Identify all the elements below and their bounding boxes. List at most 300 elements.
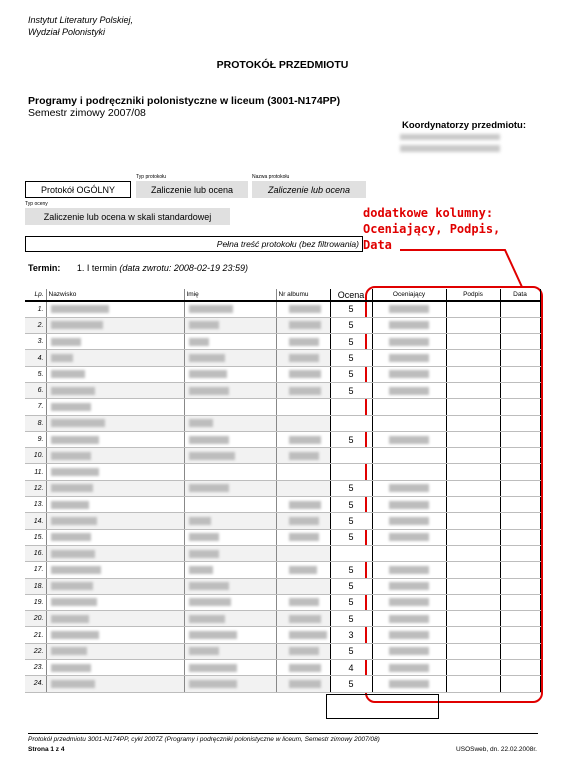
cell-imie bbox=[184, 464, 276, 480]
cell-nr-albumu bbox=[276, 431, 330, 447]
footer-page-number: Strona 1 z 4 bbox=[28, 746, 65, 753]
redacted-value bbox=[289, 501, 321, 509]
redacted-value bbox=[289, 680, 321, 688]
cell-oceniajacy bbox=[372, 366, 446, 382]
cell-imie bbox=[184, 334, 276, 350]
cell-oceniajacy bbox=[372, 399, 446, 415]
table-row bbox=[25, 643, 540, 659]
redacted-value bbox=[189, 598, 231, 606]
cell-ocena: 5 bbox=[330, 643, 372, 659]
cell-imie bbox=[184, 480, 276, 496]
col-podpis-header: Podpis bbox=[446, 289, 500, 301]
grade-type-label: Typ oceny bbox=[25, 201, 48, 207]
cell-lp: 23. bbox=[25, 660, 46, 676]
cell-ocena: 5 bbox=[330, 562, 372, 578]
cell-imie bbox=[184, 594, 276, 610]
cell-nazwisko bbox=[46, 415, 184, 431]
protocol-type-box: Zaliczenie lub ocena bbox=[136, 181, 248, 198]
cell-ocena: 5 bbox=[330, 334, 372, 350]
redacted-value bbox=[189, 631, 237, 639]
cell-data bbox=[500, 464, 540, 480]
table-row bbox=[25, 611, 540, 627]
cell-nazwisko bbox=[46, 676, 184, 692]
cell-nr-albumu bbox=[276, 627, 330, 643]
table-row bbox=[25, 301, 540, 317]
redacted-value bbox=[189, 484, 229, 492]
cell-nazwisko bbox=[46, 660, 184, 676]
redacted-value bbox=[289, 664, 321, 672]
cell-nazwisko bbox=[46, 448, 184, 464]
cell-nr-albumu bbox=[276, 382, 330, 398]
cell-nr-albumu bbox=[276, 545, 330, 561]
redacted-value bbox=[189, 354, 225, 362]
cell-podpis bbox=[446, 643, 500, 659]
table-row bbox=[25, 545, 540, 561]
redacted-value bbox=[51, 387, 95, 395]
cell-oceniajacy bbox=[372, 513, 446, 529]
cell-oceniajacy bbox=[372, 317, 446, 333]
cell-lp: 5. bbox=[25, 366, 46, 382]
cell-ocena bbox=[330, 545, 372, 561]
redacted-value bbox=[389, 484, 429, 492]
cell-nr-albumu bbox=[276, 415, 330, 431]
cell-data bbox=[500, 513, 540, 529]
cell-podpis bbox=[446, 545, 500, 561]
cell-nazwisko bbox=[46, 611, 184, 627]
redacted-value bbox=[51, 517, 97, 525]
cell-ocena bbox=[330, 415, 372, 431]
cell-data bbox=[500, 399, 540, 415]
cell-podpis bbox=[446, 513, 500, 529]
cell-nr-albumu bbox=[276, 562, 330, 578]
redacted-value bbox=[51, 533, 91, 541]
cell-data bbox=[500, 497, 540, 513]
redacted-value bbox=[51, 468, 99, 476]
cell-imie bbox=[184, 676, 276, 692]
table-row bbox=[25, 578, 540, 594]
redacted-value bbox=[189, 387, 229, 395]
cell-podpis bbox=[446, 611, 500, 627]
cell-data bbox=[500, 643, 540, 659]
cell-oceniajacy bbox=[372, 676, 446, 692]
cell-ocena: 5 bbox=[330, 382, 372, 398]
cell-data bbox=[500, 562, 540, 578]
cell-nazwisko bbox=[46, 562, 184, 578]
cell-imie bbox=[184, 513, 276, 529]
cell-nr-albumu bbox=[276, 676, 330, 692]
cell-ocena bbox=[330, 399, 372, 415]
redacted-value bbox=[51, 338, 81, 346]
cell-lp: 12. bbox=[25, 480, 46, 496]
cell-nr-albumu bbox=[276, 480, 330, 496]
cell-nazwisko bbox=[46, 464, 184, 480]
redacted-value bbox=[51, 484, 93, 492]
redacted-value bbox=[289, 387, 321, 395]
cell-lp: 10. bbox=[25, 448, 46, 464]
redacted-value bbox=[189, 452, 235, 460]
cell-ocena bbox=[330, 464, 372, 480]
cell-lp: 19. bbox=[25, 594, 46, 610]
cell-podpis bbox=[446, 350, 500, 366]
cell-podpis bbox=[446, 660, 500, 676]
table-row bbox=[25, 448, 540, 464]
cell-data bbox=[500, 529, 540, 545]
cell-nazwisko bbox=[46, 317, 184, 333]
full-text-banner: Pełna treść protokołu (bez filtrowania) bbox=[25, 236, 363, 252]
cell-nr-albumu bbox=[276, 594, 330, 610]
redacted-value bbox=[51, 403, 91, 411]
cell-data bbox=[500, 431, 540, 447]
redacted-value bbox=[51, 452, 91, 460]
cell-nazwisko bbox=[46, 382, 184, 398]
table-row bbox=[25, 676, 540, 692]
cell-oceniajacy bbox=[372, 660, 446, 676]
redacted-value bbox=[389, 680, 429, 688]
redacted-value bbox=[389, 533, 429, 541]
cell-ocena: 5 bbox=[330, 366, 372, 382]
footer-protocol-info: Protokół przedmiotu 3001-N174PP, cykl 2007Z (Programy i podręczniki polonistyczne w liceum, Semestr zimowy 2007/08) bbox=[28, 736, 380, 743]
redacted-value bbox=[289, 305, 321, 313]
cell-nazwisko bbox=[46, 627, 184, 643]
cell-lp: 24. bbox=[25, 676, 46, 692]
cell-imie bbox=[184, 562, 276, 578]
cell-lp: 14. bbox=[25, 513, 46, 529]
footer-divider bbox=[28, 733, 538, 734]
redacted-value bbox=[51, 664, 91, 672]
cell-lp: 15. bbox=[25, 529, 46, 545]
annotation-line-1: dodatkowe kolumny: bbox=[363, 206, 494, 220]
cell-oceniajacy bbox=[372, 382, 446, 398]
cell-nazwisko bbox=[46, 513, 184, 529]
table-row bbox=[25, 366, 540, 382]
redacted-value bbox=[389, 664, 429, 672]
cell-ocena: 5 bbox=[330, 529, 372, 545]
redacted-value bbox=[189, 321, 219, 329]
redacted-value bbox=[51, 598, 97, 606]
cell-imie bbox=[184, 366, 276, 382]
cell-lp: 22. bbox=[25, 643, 46, 659]
cell-lp: 1. bbox=[25, 301, 46, 317]
redacted-value bbox=[189, 582, 229, 590]
cell-oceniajacy bbox=[372, 415, 446, 431]
cell-oceniajacy bbox=[372, 643, 446, 659]
redacted-value bbox=[389, 501, 429, 509]
redacted-value bbox=[289, 517, 319, 525]
cell-imie bbox=[184, 545, 276, 561]
table-row bbox=[25, 464, 540, 480]
cell-nr-albumu bbox=[276, 334, 330, 350]
cell-imie bbox=[184, 627, 276, 643]
cell-lp: 4. bbox=[25, 350, 46, 366]
termin-value: 1. I termin bbox=[76, 263, 117, 273]
cell-podpis bbox=[446, 676, 500, 692]
cell-nazwisko bbox=[46, 497, 184, 513]
cell-oceniajacy bbox=[372, 431, 446, 447]
redacted-value bbox=[51, 321, 103, 329]
table-row bbox=[25, 660, 540, 676]
redacted-value bbox=[289, 370, 321, 378]
cell-lp: 13. bbox=[25, 497, 46, 513]
termin-return-date: (data zwrotu: 2008-02-19 23:59) bbox=[119, 263, 248, 273]
redacted-value bbox=[189, 305, 233, 313]
col-lp-header: Lp. bbox=[25, 289, 46, 301]
cell-podpis bbox=[446, 464, 500, 480]
coordinators-label: Koordynatorzy przedmiotu: bbox=[402, 120, 527, 131]
cell-data bbox=[500, 480, 540, 496]
col-data-header: Data bbox=[500, 289, 540, 301]
cell-nr-albumu bbox=[276, 301, 330, 317]
cell-ocena: 5 bbox=[330, 513, 372, 529]
cell-podpis bbox=[446, 627, 500, 643]
footer-generator: USOSweb, dn. 22.02.2008r. bbox=[456, 746, 537, 753]
table-row bbox=[25, 317, 540, 333]
cell-ocena: 5 bbox=[330, 431, 372, 447]
cell-lp: 3. bbox=[25, 334, 46, 350]
redacted-value bbox=[51, 582, 93, 590]
redacted-value bbox=[51, 419, 105, 427]
cell-ocena: 4 bbox=[330, 660, 372, 676]
redacted-value bbox=[51, 354, 73, 362]
cell-imie bbox=[184, 350, 276, 366]
cell-data bbox=[500, 366, 540, 382]
redacted-value bbox=[289, 566, 317, 574]
cell-podpis bbox=[446, 366, 500, 382]
cell-nr-albumu bbox=[276, 513, 330, 529]
redacted-value bbox=[189, 436, 229, 444]
redacted-value bbox=[189, 615, 225, 623]
redacted-value bbox=[289, 631, 327, 639]
institute-line-1: Instytut Literatury Polskiej, bbox=[28, 15, 134, 25]
cell-oceniajacy bbox=[372, 350, 446, 366]
cell-imie bbox=[184, 317, 276, 333]
cell-data bbox=[500, 611, 540, 627]
cell-oceniajacy bbox=[372, 562, 446, 578]
cell-imie bbox=[184, 611, 276, 627]
protocol-general-box: Protokół OGÓLNY bbox=[25, 181, 131, 198]
cell-ocena: 3 bbox=[330, 627, 372, 643]
redacted-value bbox=[189, 550, 219, 558]
cell-nr-albumu bbox=[276, 317, 330, 333]
redacted-value bbox=[189, 338, 209, 346]
cell-nazwisko bbox=[46, 594, 184, 610]
cell-imie bbox=[184, 431, 276, 447]
cell-imie bbox=[184, 415, 276, 431]
cell-imie bbox=[184, 399, 276, 415]
table-row bbox=[25, 350, 540, 366]
redacted-value bbox=[51, 550, 95, 558]
redacted-value bbox=[389, 354, 429, 362]
annotation-arrow bbox=[400, 250, 522, 287]
cell-nazwisko bbox=[46, 350, 184, 366]
cell-lp: 6. bbox=[25, 382, 46, 398]
redacted-value bbox=[289, 436, 321, 444]
cell-nazwisko bbox=[46, 301, 184, 317]
table-row bbox=[25, 382, 540, 398]
cell-oceniajacy bbox=[372, 611, 446, 627]
cell-podpis bbox=[446, 529, 500, 545]
cell-lp: 17. bbox=[25, 562, 46, 578]
redacted-value bbox=[51, 566, 101, 574]
redacted-value bbox=[51, 680, 95, 688]
cell-lp: 20. bbox=[25, 611, 46, 627]
cell-nr-albumu bbox=[276, 464, 330, 480]
redacted-value bbox=[289, 598, 319, 606]
col-oceniajacy-header: Oceniający bbox=[372, 289, 446, 301]
cell-oceniajacy bbox=[372, 301, 446, 317]
cell-nr-albumu bbox=[276, 399, 330, 415]
students-table bbox=[25, 289, 541, 693]
cell-nazwisko bbox=[46, 431, 184, 447]
cell-nr-albumu bbox=[276, 611, 330, 627]
cell-podpis bbox=[446, 415, 500, 431]
cell-data bbox=[500, 382, 540, 398]
cell-imie bbox=[184, 578, 276, 594]
grade-summary-box bbox=[326, 694, 439, 719]
cell-data bbox=[500, 594, 540, 610]
redacted-value bbox=[289, 338, 319, 346]
cell-podpis bbox=[446, 562, 500, 578]
redacted-value bbox=[189, 566, 213, 574]
cell-imie bbox=[184, 448, 276, 464]
cell-ocena: 5 bbox=[330, 317, 372, 333]
cell-nazwisko bbox=[46, 480, 184, 496]
cell-data bbox=[500, 317, 540, 333]
cell-podpis bbox=[446, 301, 500, 317]
cell-data bbox=[500, 660, 540, 676]
cell-lp: 8. bbox=[25, 415, 46, 431]
cell-oceniajacy bbox=[372, 545, 446, 561]
cell-oceniajacy bbox=[372, 627, 446, 643]
table-row bbox=[25, 562, 540, 578]
grade-type-box: Zaliczenie lub ocena w skali standardowej bbox=[25, 208, 230, 225]
cell-nazwisko bbox=[46, 643, 184, 659]
protocol-name-box: Zaliczenie lub ocena bbox=[252, 181, 366, 198]
annotation-line-3: Data bbox=[363, 238, 392, 252]
cell-imie bbox=[184, 529, 276, 545]
redacted-value bbox=[289, 452, 319, 460]
cell-oceniajacy bbox=[372, 529, 446, 545]
redacted-value bbox=[51, 631, 99, 639]
cell-podpis bbox=[446, 448, 500, 464]
redacted-value bbox=[389, 647, 429, 655]
cell-oceniajacy bbox=[372, 464, 446, 480]
cell-nr-albumu bbox=[276, 578, 330, 594]
cell-ocena: 5 bbox=[330, 611, 372, 627]
cell-ocena: 5 bbox=[330, 594, 372, 610]
cell-lp: 18. bbox=[25, 578, 46, 594]
table-row bbox=[25, 529, 540, 545]
cell-nr-albumu bbox=[276, 529, 330, 545]
cell-ocena: 5 bbox=[330, 301, 372, 317]
annotation-line-2: Oceniający, Podpis, bbox=[363, 222, 501, 236]
termin-label: Termin: bbox=[28, 263, 61, 273]
redacted-value bbox=[289, 321, 321, 329]
cell-oceniajacy bbox=[372, 448, 446, 464]
cell-imie bbox=[184, 660, 276, 676]
cell-nazwisko bbox=[46, 366, 184, 382]
cell-podpis bbox=[446, 382, 500, 398]
cell-ocena: 5 bbox=[330, 578, 372, 594]
cell-lp: 21. bbox=[25, 627, 46, 643]
redacted-value bbox=[289, 615, 321, 623]
redacted-value bbox=[289, 533, 319, 541]
table-row bbox=[25, 431, 540, 447]
redacted-value bbox=[389, 566, 429, 574]
redacted-value bbox=[189, 533, 219, 541]
redacted-value bbox=[389, 370, 429, 378]
cell-ocena: 5 bbox=[330, 350, 372, 366]
redacted-value bbox=[389, 305, 429, 313]
cell-oceniajacy bbox=[372, 578, 446, 594]
table-row bbox=[25, 497, 540, 513]
cell-nr-albumu bbox=[276, 350, 330, 366]
cell-imie bbox=[184, 301, 276, 317]
redacted-value bbox=[189, 680, 237, 688]
redacted-value bbox=[389, 321, 429, 329]
cell-nr-albumu bbox=[276, 660, 330, 676]
cell-data bbox=[500, 545, 540, 561]
redacted-value bbox=[389, 631, 429, 639]
cell-ocena: 5 bbox=[330, 676, 372, 692]
cell-nazwisko bbox=[46, 545, 184, 561]
cell-nr-albumu bbox=[276, 497, 330, 513]
cell-nazwisko bbox=[46, 399, 184, 415]
cell-nr-albumu bbox=[276, 643, 330, 659]
cell-oceniajacy bbox=[372, 480, 446, 496]
cell-data bbox=[500, 350, 540, 366]
redacted-value bbox=[389, 615, 429, 623]
cell-imie bbox=[184, 643, 276, 659]
table-row bbox=[25, 480, 540, 496]
cell-lp: 2. bbox=[25, 317, 46, 333]
cell-podpis bbox=[446, 334, 500, 350]
redacted-value bbox=[51, 436, 99, 444]
cell-podpis bbox=[446, 578, 500, 594]
cell-lp: 9. bbox=[25, 431, 46, 447]
table-header-row bbox=[25, 289, 540, 301]
cell-podpis bbox=[446, 497, 500, 513]
document-title: PROTOKÓŁ PRZEDMIOTU bbox=[216, 59, 349, 71]
institute-line-2: Wydział Polonistyki bbox=[28, 27, 106, 37]
redacted-value bbox=[51, 615, 89, 623]
cell-data bbox=[500, 301, 540, 317]
redacted-value bbox=[389, 338, 429, 346]
cell-ocena: 5 bbox=[330, 480, 372, 496]
col-ocena-header: Ocena bbox=[330, 289, 372, 301]
redacted-value bbox=[289, 354, 319, 362]
semester-label: Semestr zimowy 2007/08 bbox=[28, 107, 146, 119]
course-name: Programy i podręczniki polonistyczne w liceum (3001-N174PP) bbox=[28, 95, 341, 107]
table-row bbox=[25, 594, 540, 610]
cell-oceniajacy bbox=[372, 594, 446, 610]
cell-lp: 16. bbox=[25, 545, 46, 561]
redacted-value bbox=[289, 647, 319, 655]
cell-nazwisko bbox=[46, 334, 184, 350]
redacted-value bbox=[189, 647, 219, 655]
cell-nr-albumu bbox=[276, 366, 330, 382]
cell-podpis bbox=[446, 317, 500, 333]
cell-podpis bbox=[446, 399, 500, 415]
redacted-value bbox=[51, 501, 89, 509]
cell-podpis bbox=[446, 594, 500, 610]
cell-imie bbox=[184, 497, 276, 513]
table-row bbox=[25, 334, 540, 350]
cell-data bbox=[500, 448, 540, 464]
cell-data bbox=[500, 334, 540, 350]
table-row bbox=[25, 513, 540, 529]
redacted-value bbox=[189, 370, 227, 378]
table-row bbox=[25, 627, 540, 643]
